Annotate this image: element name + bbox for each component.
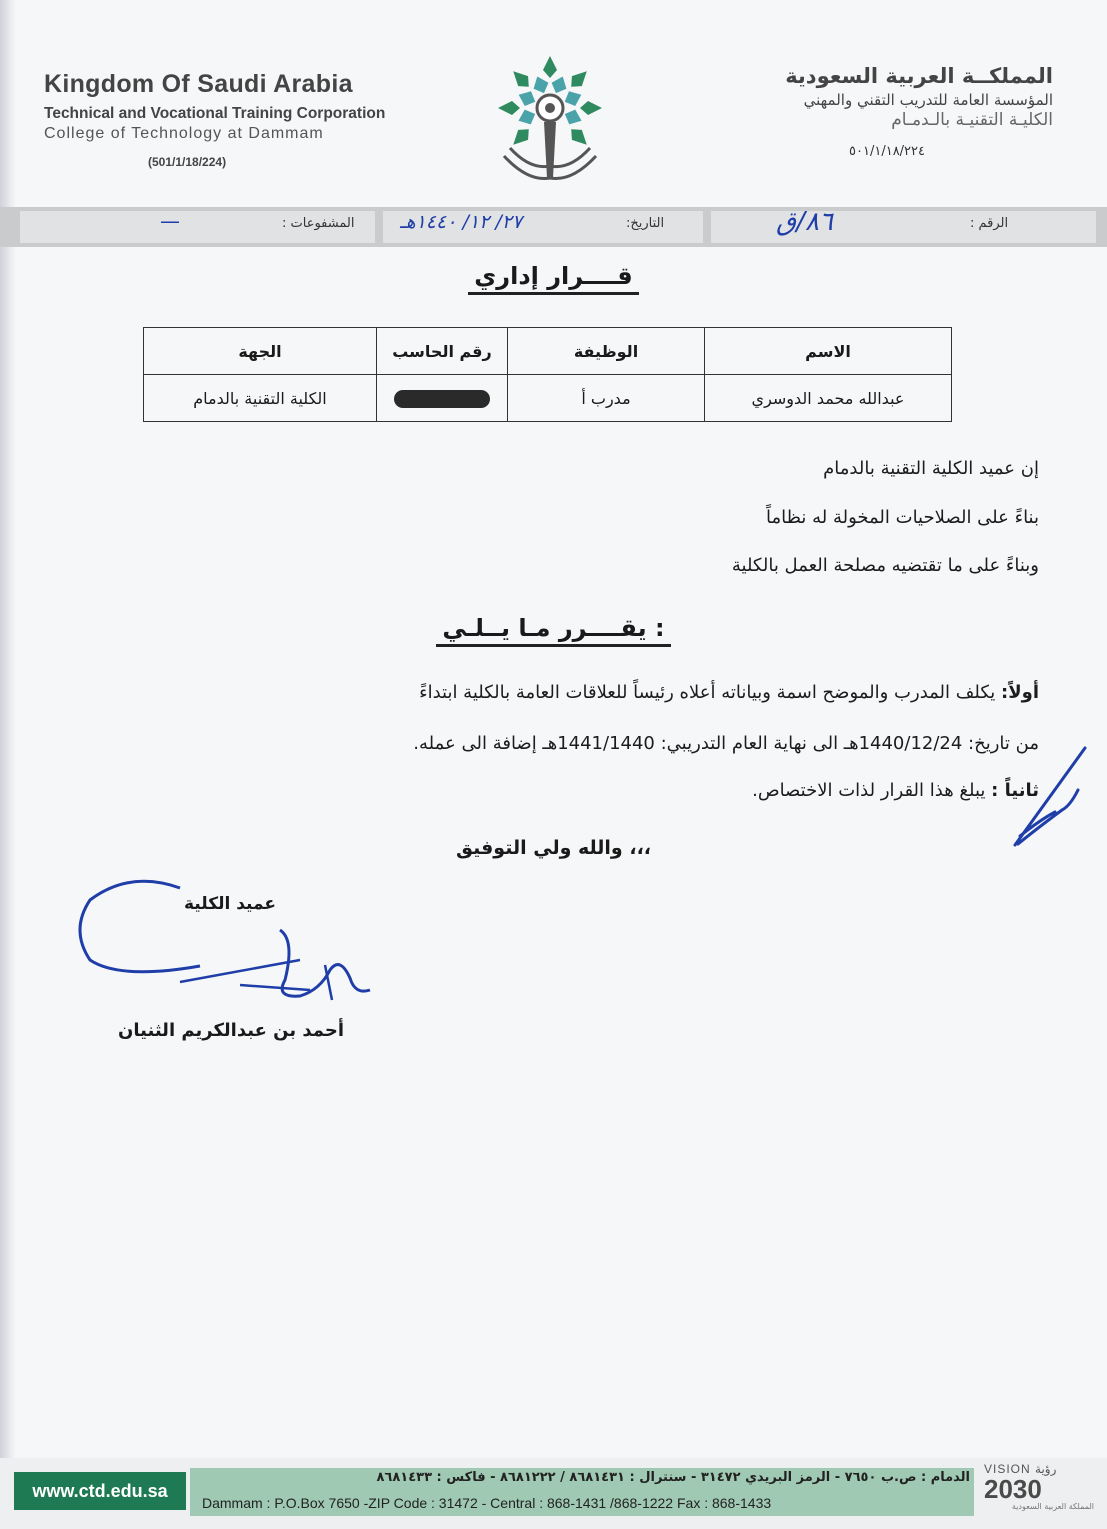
corporation-name-en: Technical and Vocational Training Corporation: [44, 105, 386, 122]
college-code-en: (501/1/18/224): [148, 155, 227, 169]
address-english: Dammam : P.O.Box 7650 -ZIP Code : 31472 - Central : 868-1431 /868-1222 Fax : 868-1433: [202, 1495, 772, 1511]
intro-line-3: وبناءً على ما تقتضيه مصلحة العمل بالكلية: [731, 555, 1039, 576]
signature-icon: [70, 870, 390, 1040]
number-value: ٨٦/ق: [776, 207, 833, 237]
intro-line-1: إن عميد الكلية التقنية بالدمام: [823, 458, 1039, 479]
kingdom-title-ar: المملكــة العربية السعودية: [785, 64, 1053, 88]
closing-line: [0, 837, 1107, 859]
date-value: ٢٧/ ١٢/ ١٤٤٠هـ: [400, 211, 523, 233]
tvtc-logo-icon: [490, 50, 610, 190]
article-second: [752, 780, 1039, 801]
intro-line-2: بناءً على الصلاحيات المخولة له نظاماً: [766, 507, 1039, 528]
employee-info-table: [143, 327, 952, 422]
header-computer-number: رقم الحاسب: [377, 328, 508, 375]
attachments-value: —: [160, 209, 180, 233]
article-first-text: يكلف المدرب والموضح اسمة وبياناته أعلاه رئيساً للعلاقات العامة بالكلية ابتداءً: [419, 682, 996, 703]
reference-bar: [0, 207, 1107, 247]
vision-2030-logo: [984, 1462, 1094, 1524]
cell-name: عبدالله محمد الدوسري: [705, 375, 952, 422]
decides-heading-text: يقــــرر مـا يــلـي :: [436, 614, 670, 647]
college-name-en: College of Technology at Dammam: [44, 125, 324, 142]
vision-year: 2030: [984, 1474, 1042, 1504]
table-header-row: [144, 328, 952, 375]
article-second-text: يبلغ هذا القرار لذات الاختصاص.: [752, 780, 986, 801]
page-footer: [0, 1458, 1107, 1529]
decides-heading: [0, 614, 1107, 642]
signer-title: عميد الكلية: [184, 894, 276, 914]
kingdom-title-en: Kingdom Of Saudi Arabia: [44, 70, 353, 98]
english-header: [44, 70, 424, 169]
decision-title: [0, 262, 1107, 290]
corporation-name-ar: المؤسسة العامة للتدريب التقني والمهني: [803, 91, 1053, 109]
closing-line-text: والله ولي التوفيق ،،،: [455, 837, 652, 859]
college-name-ar: الكليـة التقنيـة بالـدمـام: [891, 110, 1053, 130]
college-code-ar: ٥٠١/١/١٨/٢٢٤: [849, 144, 925, 159]
cell-department: الكلية التقنية بالدمام: [144, 375, 377, 422]
article-second-label: ثانياً :: [991, 780, 1039, 801]
vision-subtitle: المملكة العربية السعودية: [1011, 1502, 1094, 1511]
header-name: الاسم: [705, 328, 952, 375]
signer-name: أحمد بن عبدالكريم الثنيان: [118, 1020, 344, 1041]
cell-job: مدرب أ: [508, 375, 705, 422]
address-arabic: الدمام : ص.ب ٧٦٥٠ - الرمز البريدي ٣١٤٧٢ - سنترال : ٨٦٨١٤٣١ / ٨٦٨١٢٢٢ - فاكس : ٨٦٨١٤٣٣: [376, 1470, 970, 1485]
redacted-mark: [394, 390, 490, 408]
number-cell: [711, 211, 1096, 243]
article-first-label: أولاً:: [1001, 682, 1039, 703]
arabic-header: [633, 64, 1053, 159]
article-first: [419, 682, 1039, 703]
table-row: [144, 375, 952, 422]
date-label: التاريخ:: [626, 216, 665, 231]
attachments-label: المشفوعات :: [282, 216, 355, 231]
header-job: الوظيفة: [508, 328, 705, 375]
decision-title-text: قــــرار إداري: [468, 262, 638, 295]
cell-computer-number: [377, 375, 508, 422]
vision-label: VISION رؤية: [984, 1462, 1057, 1476]
website-link[interactable]: www.ctd.edu.sa: [14, 1472, 186, 1510]
number-label: الرقم :: [970, 216, 1009, 231]
header-department: الجهة: [144, 328, 377, 375]
article-first-continued: من تاريخ: 1440/12/24هـ الى نهاية العام التدريبي: 1441/1440هـ إضافة الى عمله.: [413, 733, 1039, 754]
